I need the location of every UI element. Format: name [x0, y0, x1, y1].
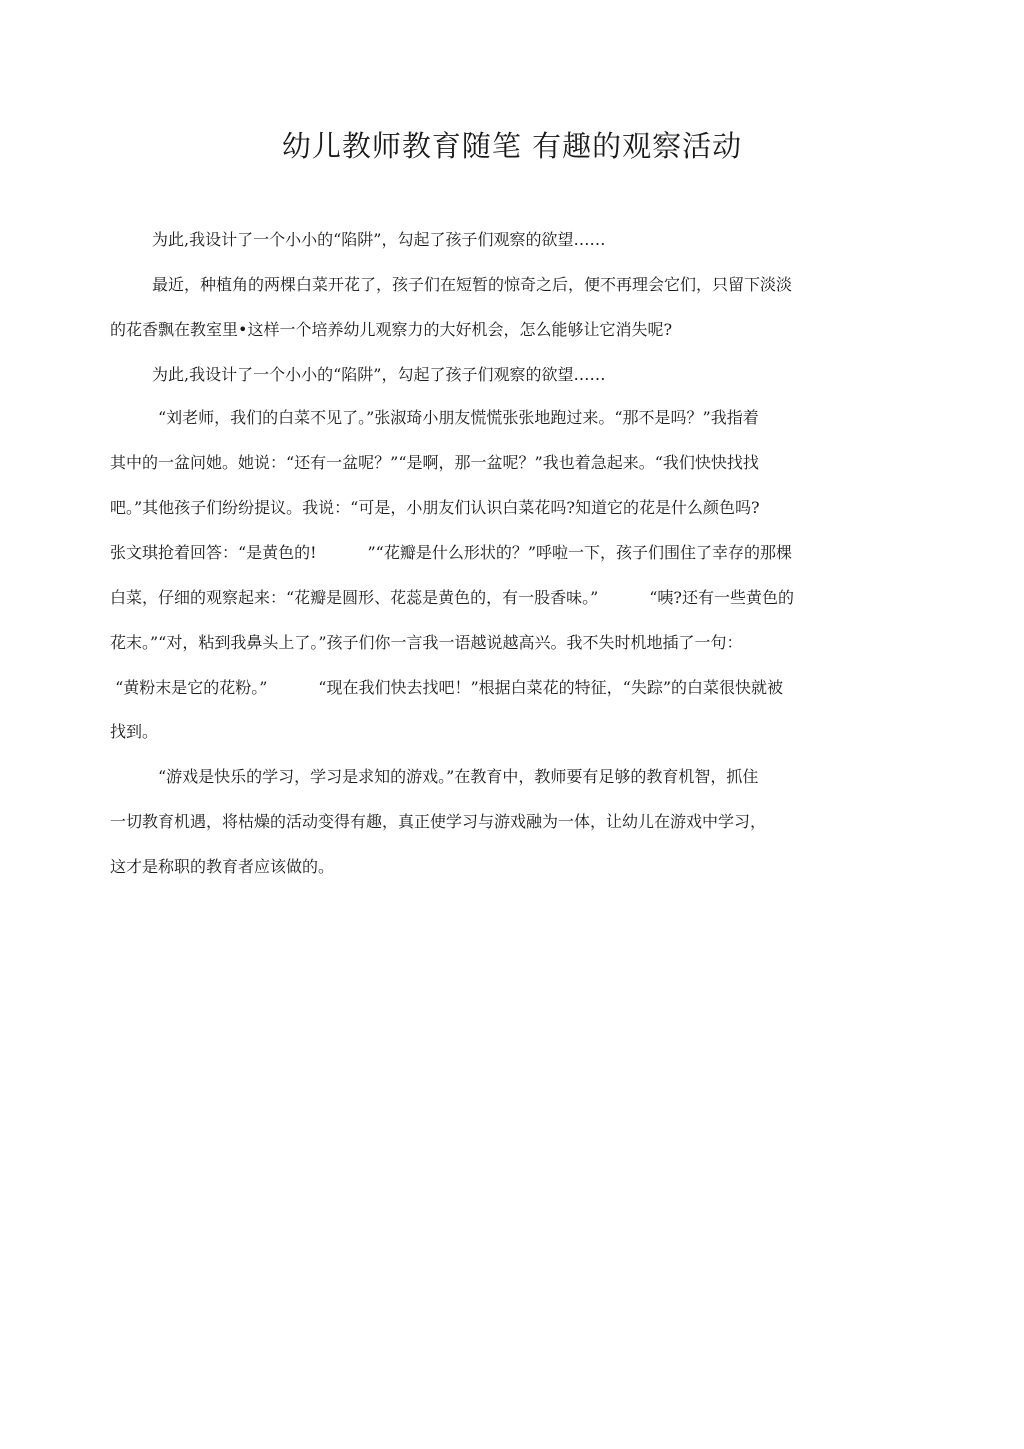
paragraph-line: “黄粉末是它的花粉。” “现在我们快去找吧！”根据白菜花的特征，“失踪”的白菜很快就被: [110, 678, 784, 697]
paragraph-line: 为此,我设计了一个小小的“陷阱”，勾起了孩子们观察的欲望……: [152, 230, 606, 249]
paragraph-line: 找到。: [110, 722, 159, 741]
paragraph-line: 最近，种植角的两棵白菜开花了，孩子们在短暂的惊奇之后，便不再理会它们，只留下淡淡: [152, 275, 793, 294]
paragraph-line: 的花香飘在教室里•这样一个培养幼儿观察力的大好机会，怎么能够让它消失呢?: [110, 320, 673, 339]
paragraph-line: 这才是称职的教育者应该做的。: [110, 857, 335, 876]
paragraph-line: “刘老师，我们的白菜不见了。”张淑琦小朋友慌慌张张地跑过来。“那不是吗？”我指着: [158, 408, 759, 427]
paragraph-line: 为此,我设计了一个小小的“陷阱”，勾起了孩子们观察的欲望……: [152, 365, 606, 384]
paragraph-line: “游戏是快乐的学习，学习是求知的游戏。”在教育中，教师要有足够的教育机智，抓住: [158, 767, 759, 786]
paragraph-line: 花末。”“对，粘到我鼻头上了。”孩子们你一言我一语越说越高兴。我不失时机地插了一句：: [110, 633, 743, 652]
paragraph-line: 吧。”其他孩子们纷纷提议。我说：“可是，小朋友们认识白菜花吗?知道它的花是什么颜色吗?: [110, 498, 760, 517]
paragraph-line: 一切教育机遇，将枯燥的活动变得有趣，真正使学习与游戏融为一体，让幼儿在游戏中学习，: [110, 812, 767, 831]
paragraph-line: 其中的一盆问她。她说：“还有一盆呢？”“是啊，那一盆呢？”我也着急起来。“我们快快找找: [110, 453, 759, 472]
document-title: 幼儿教师教育随笔 有趣的观察活动: [281, 129, 743, 163]
paragraph-line: 张文琪抢着回答：“是黄色的! ”“花瓣是什么形状的？”呼啦一下，孩子们围住了幸存的那棵: [110, 543, 793, 562]
paragraph-line: 白菜，仔细的观察起来：“花瓣是圆形、花蕊是黄色的，有一股香味。” “咦?还有一些黄色的: [110, 588, 794, 607]
